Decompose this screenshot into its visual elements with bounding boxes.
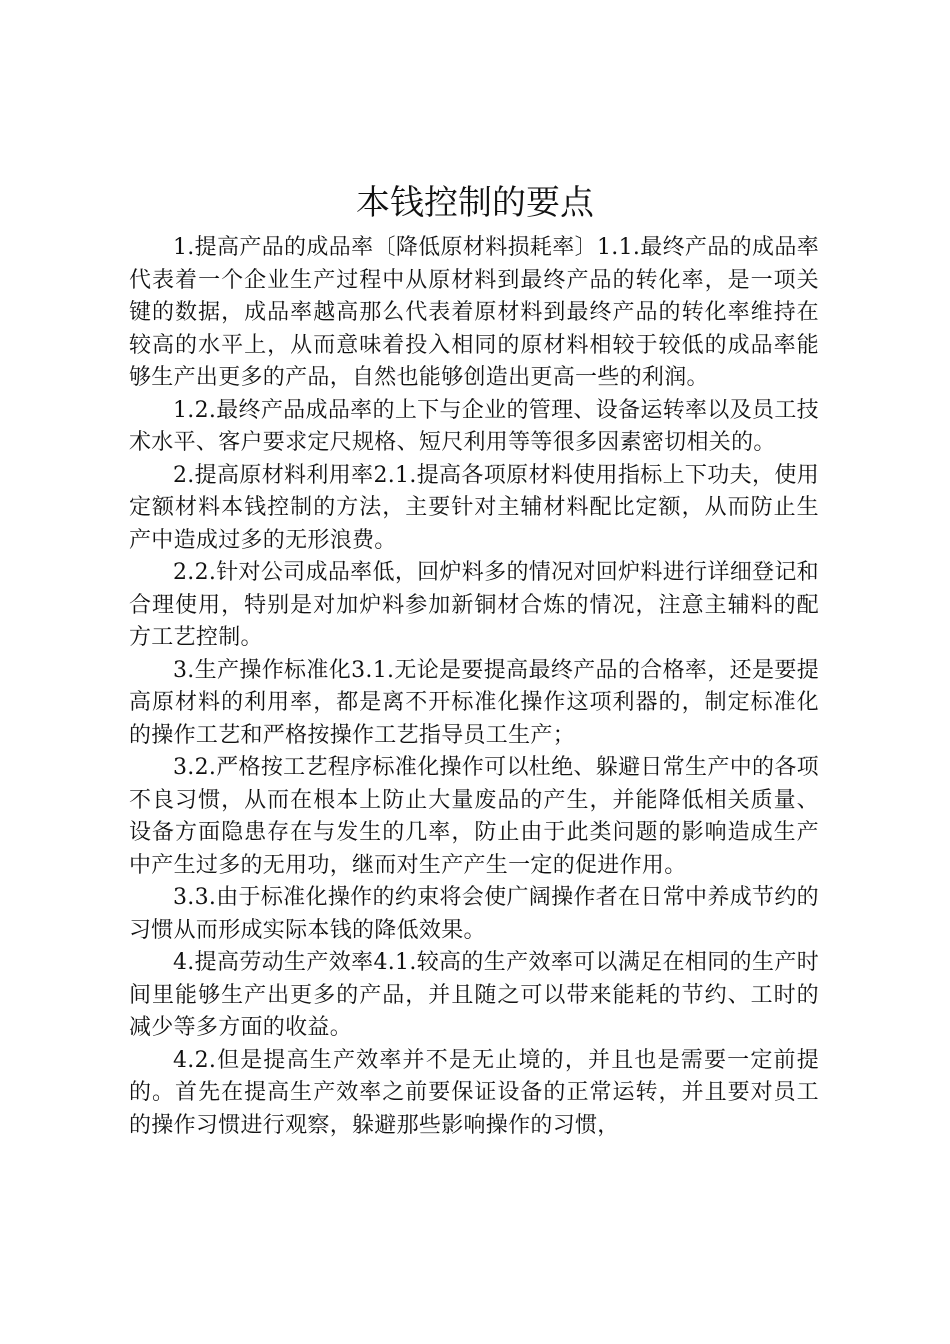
paragraph-2: 1.2.最终产品成品率的上下与企业的管理、设备运转率以及员工技术水平、客户要求定尺规格、短尺利用等等很多因素密切相关的。 — [129, 397, 819, 455]
paragraph-8: 4.提高劳动生产效率4.1.较高的生产效率可以满足在相同的生产时间里能够生产出更多的产品，并且随之可以带来能耗的节约、工时的减少等多方面的收益。 — [129, 950, 819, 1040]
document-title: 本钱控制的要点 — [356, 183, 594, 223]
paragraph-9: 4.2.但是提高生产效率并不是无止境的，并且也是需要一定前提的。首先在提高生产效率之前要保证设备的正常运转，并且要对员工的操作习惯进行观察，躲避那些影响操作的习惯， — [129, 1047, 819, 1138]
document-body — [129, 232, 819, 1142]
paragraph-4: 2.2.针对公司成品率低，回炉料多的情况对回炉料进行详细登记和合理使用，特别是对加炉料参加新铜材合炼的情况，注意主辅料的配方工艺控制。 — [129, 560, 819, 650]
paragraph-5: 3.生产操作标准化3.1.无论是要提高最终产品的合格率，还是要提高原材料的利用率，都是离不开标准化操作这项利器的，制定标准化的操作工艺和严格按操作工艺指导员工生产； — [129, 657, 819, 748]
paragraph-7: 3.3.由于标准化操作的约束将会使广阔操作者在日常中养成节约的习惯从而形成实际本钱的降低效果。 — [129, 885, 819, 943]
paragraph-3: 2.提高原材料利用率2.1.提高各项原材料使用指标上下功夫，使用定额材料本钱控制的方法，主要针对主辅材料配比定额，从而防止生产中造成过多的无形浪费。 — [129, 462, 819, 553]
paragraph-1: 1.提高产品的成品率〔降低原材料损耗率〕1.1.最终产品的成品率代表着一个企业生产过程中从原材料到最终产品的转化率，是一项关键的数据，成品率越高那么代表着原材料到最终产品的转化率维持在较高的水平上，从而意味着投入相同的原材料相较于较低的成品率能够生产出更多的产品，自然也能够创造出更高一些的利润。 — [129, 235, 819, 390]
paragraph-6: 3.2.严格按工艺程序标准化操作可以杜绝、躲避日常生产中的各项不良习惯，从而在根本上防止大量废品的产生，并能降低相关质量、设备方面隐患存在与发生的几率，防止由于此类问题的影响造成生产中产生过多的无用功，继而对生产产生一定的促进作用。 — [129, 755, 819, 878]
